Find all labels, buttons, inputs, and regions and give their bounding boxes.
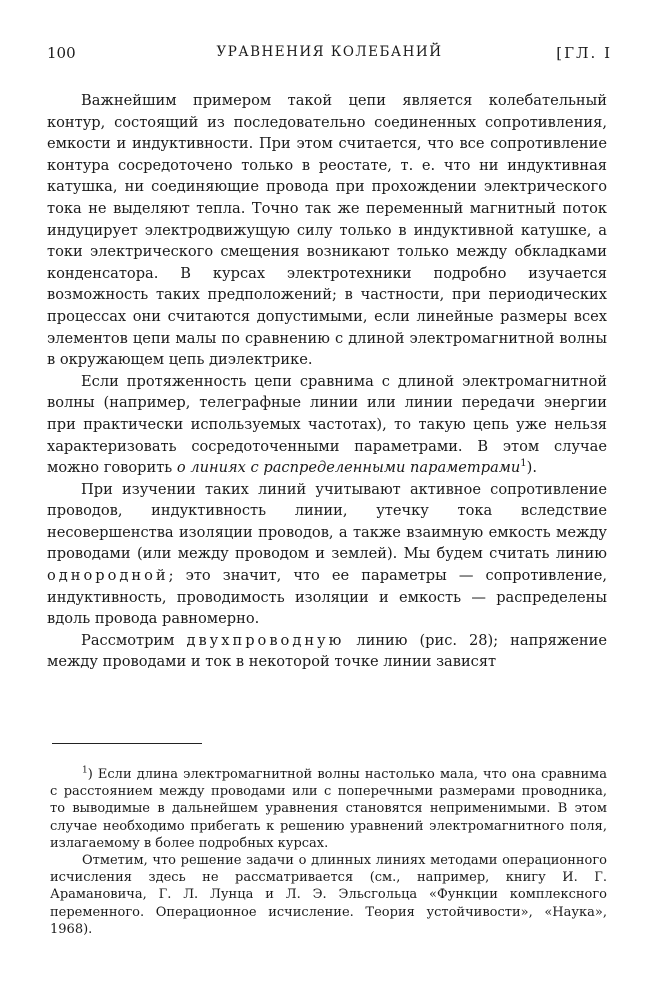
paragraph-distributed-parameters [47, 371, 607, 479]
paragraph-oscillating-circuit [47, 90, 607, 371]
paragraph-text: При изучении таких линий учитывают активное сопротивление проводов, индуктивность линии, утечку тока вследствие несовершенства изоляции проводов, а также взаимную емкость между проводами (или между проводом и землей). Мы будем считать линию [47, 480, 607, 563]
footnote-divider [52, 743, 202, 744]
footnotes [50, 766, 607, 938]
footnote-marker: 1 [82, 765, 88, 776]
main-text [47, 90, 607, 673]
footnote-text: Отметим, что решение задачи о длинных линиях методами операционного исчисления здесь не рассматривается (см., например, книгу И. Г. Арамановича, Г. Л. Лунца и Л. Э. Эльсгольца «Функции комплексного переменного. Операционное исчисление. Теория устойчивости», «Наука», 1968). [50, 853, 607, 937]
italic-term: о линиях с распределенными параметрами [176, 459, 521, 477]
paragraph-text: Важнейшим примером такой цепи является колебательный контур, состоящий из последовательно соединенных сопротивления, емкости и индуктивности. При этом считается, что все сопротивление контура сосредоточено только в реостате, т. е. что ни индуктивная катушка, ни соединяющие провода при прохождении электрического тока не выделяют тепла. Точно так же переменный магнитный поток индуцирует электродвижущую силу только в индуктивной катушке, а токи электрического смещения возникают только между обкладками конденсатора. В курсах электротехники подробно изучается возможность таких предположений; в частности, при периодических процессах они считаются допустимыми, если линейные размеры всех элементов цепи малы по сравнению с длиной электромагнитной волны в окружающем цепь диэлектрике. [47, 92, 607, 369]
spaced-term: однородной [47, 567, 169, 585]
paragraph-text: ). [526, 459, 537, 477]
paragraph-two-wire-line [47, 630, 607, 673]
running-head [47, 44, 612, 64]
footnote-note [50, 852, 607, 938]
paragraph-homogeneous-line [47, 479, 607, 630]
page-number: 100 [47, 44, 76, 62]
chapter-reference: [ГЛ. I [556, 44, 612, 62]
footnote-1 [50, 766, 607, 852]
running-title: УРАВНЕНИЯ КОЛЕБАНИЙ [216, 44, 443, 60]
paragraph-text: Рассмотрим [81, 631, 187, 649]
paragraph-text: Если протяженность цепи сравнима с длиной электромагнитной волны (например, телеграфные линии или линии передачи энергии при практически используемых частотах), то такую цепь уже нельзя характеризовать сосредоточенными параметрами. В этом случае можно говорить [47, 372, 607, 477]
paragraph-text: ; это значит, что ее параметры — сопротивление, индуктивность, проводимость изоляции и емкость — распределены вдоль провода равномерно. [47, 567, 607, 628]
footnote-reference[interactable]: 1 [520, 458, 527, 470]
footnote-text: ) Если длина электромагнитной волны настолько мала, что она сравнима с расстоянием между проводами или с поперечными размерами проводника, то выводимые в дальнейшем уравнения становятся неприменимыми. В этом случае необходимо прибегать к решению уравнений электромагнитного поля, излагаемому в более подробных курсах. [50, 767, 607, 851]
spaced-term: двухпроводную [186, 631, 345, 649]
paragraph-text: линию (рис. 28); напряжение между проводами и ток в некоторой точке линии зависят [47, 631, 607, 671]
